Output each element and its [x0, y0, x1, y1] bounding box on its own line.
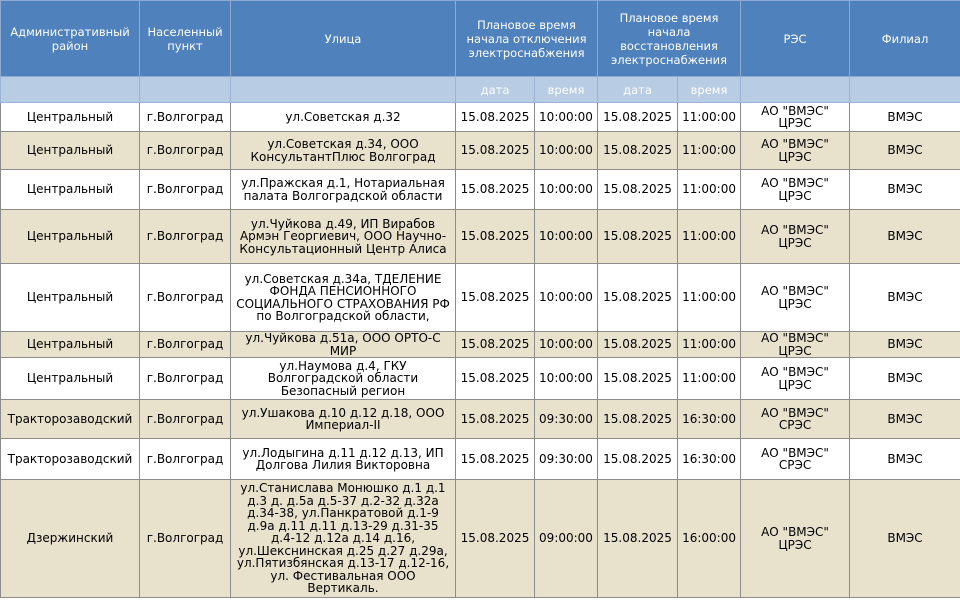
- locality-cell: г.Волгоград: [140, 439, 231, 480]
- street-cell: ул.Ушакова д.10 д.12 д.18, ООО Империал-II: [231, 400, 456, 439]
- restore-time-cell: 11:00:00: [678, 210, 741, 264]
- res-cell: АО "ВМЭС" ЦРЭС: [741, 103, 850, 132]
- restore-date-cell: 15.08.2025: [598, 332, 678, 358]
- restore-date-cell: 15.08.2025: [598, 210, 678, 264]
- restore-date-cell: 15.08.2025: [598, 264, 678, 332]
- street-cell: ул.Советская д.34а, ТДЕЛЕНИЕ ФОНДА ПЕНСИОННОГО СОЦИАЛЬНОГО СТРАХОВАНИЯ РФ по Волгоградской области,: [231, 264, 456, 332]
- header-branch: Филиал: [850, 1, 960, 77]
- off-date-cell: 15.08.2025: [456, 132, 535, 170]
- district-cell: Тракторозаводский: [1, 400, 140, 439]
- restore-time-cell: 11:00:00: [678, 264, 741, 332]
- subheader-restore-time: время: [678, 77, 741, 103]
- header-off-time: Плановое время начала отключения электроснабжения: [456, 1, 598, 77]
- off-time-cell: 10:00:00: [535, 264, 598, 332]
- locality-cell: г.Волгоград: [140, 358, 231, 400]
- off-date-cell: 15.08.2025: [456, 170, 535, 210]
- res-cell: АО "ВМЭС" ЦРЭС: [741, 132, 850, 170]
- subheader-off-date: дата: [456, 77, 535, 103]
- branch-cell: ВМЭС: [850, 400, 960, 439]
- table-row: [1, 332, 960, 358]
- street-cell: ул.Чуйкова д.51а, ООО ОРТО-С МИР: [231, 332, 456, 358]
- district-cell: Тракторозаводский: [1, 439, 140, 480]
- street-cell: ул.Советская д.34, ООО КонсультантПлюс Волгоград: [231, 132, 456, 170]
- restore-date-cell: 15.08.2025: [598, 358, 678, 400]
- table-row: [1, 170, 960, 210]
- district-cell: Центральный: [1, 103, 140, 132]
- off-time-cell: 09:30:00: [535, 400, 598, 439]
- locality-cell: г.Волгоград: [140, 332, 231, 358]
- off-date-cell: 15.08.2025: [456, 210, 535, 264]
- restore-date-cell: 15.08.2025: [598, 170, 678, 210]
- branch-cell: ВМЭС: [850, 480, 960, 598]
- res-cell: АО "ВМЭС" СРЭС: [741, 439, 850, 480]
- restore-date-cell: 15.08.2025: [598, 439, 678, 480]
- subheader-empty: [231, 77, 456, 103]
- restore-date-cell: 15.08.2025: [598, 103, 678, 132]
- locality-cell: г.Волгоград: [140, 132, 231, 170]
- table-row: [1, 103, 960, 132]
- table-row: [1, 132, 960, 170]
- off-date-cell: 15.08.2025: [456, 480, 535, 598]
- street-cell: ул.Советская д.32: [231, 103, 456, 132]
- restore-time-cell: 16:30:00: [678, 439, 741, 480]
- off-time-cell: 09:00:00: [535, 480, 598, 598]
- branch-cell: ВМЭС: [850, 358, 960, 400]
- subheader-restore-date: дата: [598, 77, 678, 103]
- district-cell: Центральный: [1, 132, 140, 170]
- header-restore-time: Плановое время начала восстановления электроснабжения: [598, 1, 741, 77]
- restore-time-cell: 16:00:00: [678, 480, 741, 598]
- restore-date-cell: 15.08.2025: [598, 400, 678, 439]
- off-date-cell: 15.08.2025: [456, 264, 535, 332]
- off-time-cell: 10:00:00: [535, 210, 598, 264]
- restore-date-cell: 15.08.2025: [598, 480, 678, 598]
- table-row: [1, 480, 960, 598]
- off-time-cell: 09:30:00: [535, 439, 598, 480]
- district-cell: Дзержинский: [1, 480, 140, 598]
- off-date-cell: 15.08.2025: [456, 439, 535, 480]
- off-time-cell: 10:00:00: [535, 332, 598, 358]
- street-cell: ул.Наумова д.4, ГКУ Волгоградской области Безопасный регион: [231, 358, 456, 400]
- restore-time-cell: 11:00:00: [678, 170, 741, 210]
- branch-cell: ВМЭС: [850, 439, 960, 480]
- restore-time-cell: 11:00:00: [678, 358, 741, 400]
- district-cell: Центральный: [1, 170, 140, 210]
- off-date-cell: 15.08.2025: [456, 103, 535, 132]
- district-cell: Центральный: [1, 264, 140, 332]
- table-row: [1, 358, 960, 400]
- branch-cell: ВМЭС: [850, 210, 960, 264]
- subheader-empty: [140, 77, 231, 103]
- street-cell: ул.Чуйкова д.49, ИП Вирабов Армэн Георгиевич, ООО Научно-Консультационный Центр Алиса: [231, 210, 456, 264]
- subheader-empty: [741, 77, 850, 103]
- street-cell: ул.Лодыгина д.11 д.12 д.13, ИП Долгова Лилия Викторовна: [231, 439, 456, 480]
- branch-cell: ВМЭС: [850, 264, 960, 332]
- locality-cell: г.Волгоград: [140, 480, 231, 598]
- subheader-row: [1, 77, 960, 103]
- subheader-empty: [1, 77, 140, 103]
- district-cell: Центральный: [1, 358, 140, 400]
- res-cell: АО "ВМЭС" ЦРЭС: [741, 480, 850, 598]
- restore-time-cell: 11:00:00: [678, 132, 741, 170]
- res-cell: АО "ВМЭС" ЦРЭС: [741, 358, 850, 400]
- table-row: [1, 264, 960, 332]
- res-cell: АО "ВМЭС" ЦРЭС: [741, 264, 850, 332]
- res-cell: АО "ВМЭС" ЦРЭС: [741, 332, 850, 358]
- header-street: Улица: [231, 1, 456, 77]
- branch-cell: ВМЭС: [850, 170, 960, 210]
- off-time-cell: 10:00:00: [535, 132, 598, 170]
- restore-time-cell: 16:30:00: [678, 400, 741, 439]
- street-cell: ул.Станислава Монюшко д.1 д.1 д.3 д. д.5а д.5-37 д.2-32 д.32а д.34-38, ул.Панкратовой д.1-9 д.9а д.11 д.11 д.13-29 д.31-35 д.4-12 д.12а д.14 д.16, ул.Шекснинская д.25 д.27 д.29а, ул.Пятизбянская д.13-17 д.12-16, ул. Фестивальная ООО Вертикаль.: [231, 480, 456, 598]
- branch-cell: ВМЭС: [850, 132, 960, 170]
- table-row: [1, 400, 960, 439]
- district-cell: Центральный: [1, 210, 140, 264]
- locality-cell: г.Волгоград: [140, 264, 231, 332]
- locality-cell: г.Волгоград: [140, 210, 231, 264]
- restore-time-cell: 11:00:00: [678, 103, 741, 132]
- subheader-off-time: время: [535, 77, 598, 103]
- res-cell: АО "ВМЭС" ЦРЭС: [741, 210, 850, 264]
- restore-date-cell: 15.08.2025: [598, 132, 678, 170]
- street-cell: ул.Пражская д.1, Нотариальная палата Волгоградской области: [231, 170, 456, 210]
- table-row: [1, 439, 960, 480]
- header-res: РЭС: [741, 1, 850, 77]
- locality-cell: г.Волгоград: [140, 103, 231, 132]
- header-locality: Населенный пункт: [140, 1, 231, 77]
- off-date-cell: 15.08.2025: [456, 358, 535, 400]
- district-cell: Центральный: [1, 332, 140, 358]
- res-cell: АО "ВМЭС" ЦРЭС: [741, 170, 850, 210]
- locality-cell: г.Волгоград: [140, 170, 231, 210]
- restore-time-cell: 11:00:00: [678, 332, 741, 358]
- subheader-empty: [850, 77, 960, 103]
- table-row: [1, 210, 960, 264]
- header-row: [1, 1, 960, 77]
- header-district: Административный район: [1, 1, 140, 77]
- off-time-cell: 10:00:00: [535, 358, 598, 400]
- off-time-cell: 10:00:00: [535, 170, 598, 210]
- off-date-cell: 15.08.2025: [456, 400, 535, 439]
- off-time-cell: 10:00:00: [535, 103, 598, 132]
- branch-cell: ВМЭС: [850, 103, 960, 132]
- branch-cell: ВМЭС: [850, 332, 960, 358]
- locality-cell: г.Волгоград: [140, 400, 231, 439]
- off-date-cell: 15.08.2025: [456, 332, 535, 358]
- res-cell: АО "ВМЭС" СРЭС: [741, 400, 850, 439]
